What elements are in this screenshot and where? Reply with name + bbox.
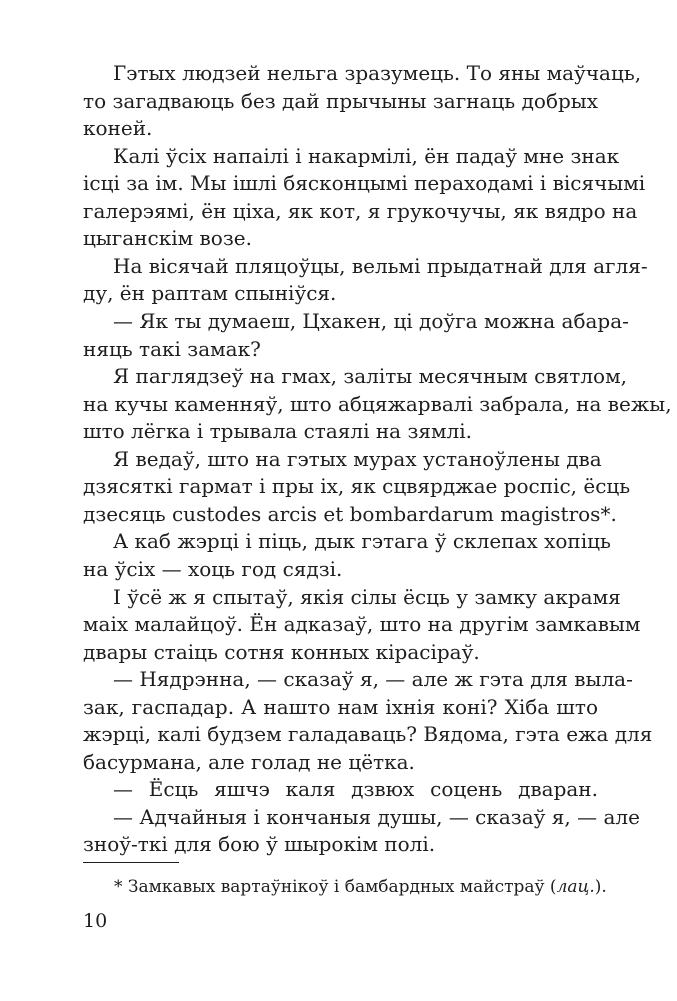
text-line: дзесяць custodes arcis et bombardarum magistros*. <box>83 501 617 526</box>
text-line: жэрці, калі будзем галадаваць? Вядома, гэта ежа для <box>83 722 653 747</box>
text-line: зак, гаспадар. А нашто нам іхнія коні? Хіба што <box>83 694 598 719</box>
footnote-text: * Замкавых вартаўнікоў і бамбардных майстраў ( <box>114 877 557 897</box>
text-line: коней. <box>83 116 153 141</box>
text-line: Гэтых людзей нельга зразумець. То яны маўчаць, <box>113 61 642 85</box>
footnote <box>114 876 607 898</box>
text-line: на ўсіх — хоць год сядзі. <box>83 556 343 581</box>
text-line: на кучы каменняў, што абцяжарвалі забрала, на вежы, <box>83 391 672 416</box>
text-line: Я ведаў, што на гэтых мурах устаноўлены два <box>113 446 602 471</box>
text-line: — Ёсць яшчэ каля дзвюх соцень дваран. <box>113 777 598 802</box>
text-line: няць такі замак? <box>83 336 261 361</box>
text-line: — Як ты думаеш, Цхакен, ці доўга можна абара- <box>113 309 629 333</box>
text-line: ісці за ім. Мы ішлі бясконцымі пераходамі і вісячымі <box>83 171 646 196</box>
text-line: — Адчайныя і кончаныя душы, — сказаў я, — але <box>113 804 640 829</box>
text-line: І ўсё ж я спытаў, якія сілы ёсць у замку акрамя <box>113 584 621 609</box>
text-line: басурмана, але голад не цётка. <box>83 749 415 774</box>
footnote-close: ). <box>594 877 607 897</box>
text-line: двары стаіць сотня конных кірасіраў. <box>83 639 480 664</box>
footnote-divider <box>83 862 179 863</box>
text-line: галерэямі, ён ціха, як кот, я грукочучы, як вядро на <box>83 198 638 223</box>
text-line: цыганскім возе. <box>83 226 252 251</box>
footnote-abbrev: лац. <box>556 877 595 897</box>
text-line: Калі ўсіх напаілі і накармілі, ён падаў мне знак <box>113 143 620 168</box>
text-line: Я паглядзеў на гмах, заліты месячным святлом, <box>113 364 627 389</box>
text-line: ду, ён раптам спыніўся. <box>83 281 337 306</box>
text-line: маіх малайцоў. Ён адказаў, што на другім замкавым <box>83 612 641 636</box>
page-number: 10 <box>83 910 108 932</box>
text-line: зноў-ткі для бою ў шырокім полі. <box>83 832 436 857</box>
text-line: А каб жэрці і піць, дык гэтага ў склепах хопіць <box>113 529 611 554</box>
text-line: — Нядрэнна, — сказаў я, — але ж гэта для вылa- <box>113 667 633 692</box>
text-line: што лёгка і трывала стаялі на зямлі. <box>83 419 472 444</box>
text-line: то загадваюць без дай прычыны загнаць добрых <box>83 88 598 113</box>
text-line: дзясяткі гармат і пры іх, як сцвярджае роспіс, ёсць <box>83 474 631 499</box>
text-line: На вісячай пляцоўцы, вельмі прыдатнай для агля- <box>113 253 648 278</box>
